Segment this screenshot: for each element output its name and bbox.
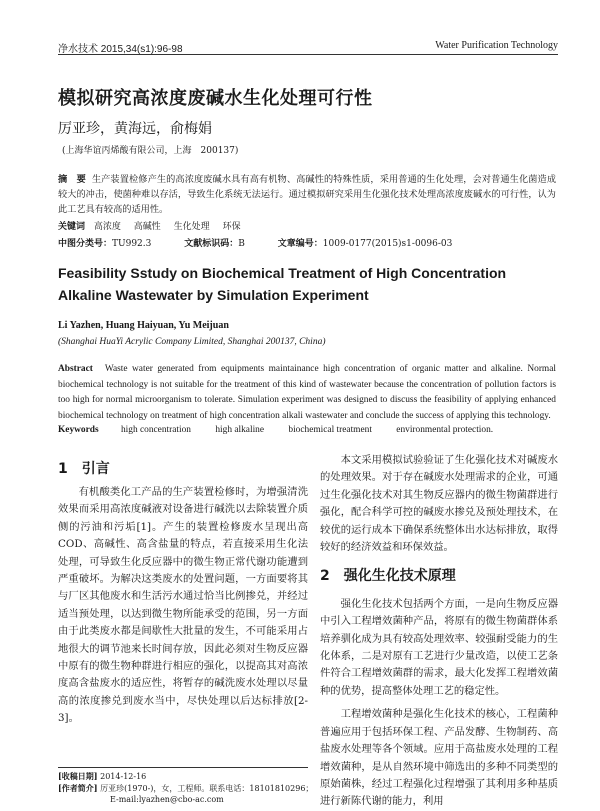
footnote-email: E-mail:lyazhen@cbo-ac.com (110, 795, 224, 804)
journal-name: Water Purification Technology (435, 40, 558, 51)
keywords-zh (58, 219, 241, 232)
abstract-zh (58, 172, 556, 217)
keywords-en (58, 425, 515, 435)
abstract-en (58, 362, 556, 424)
abstract-en-label: Abstract (58, 364, 93, 374)
section-1-heading (58, 458, 110, 478)
journal-citation: 净水技术 2015,34(s1):96-98 (58, 44, 183, 55)
section-1-title: 引言 (81, 461, 110, 477)
paragraph: 强化生化技术包括两个方面，一是向生物反应器中引入工程增效菌种产品，将原有的微生物菌群体系培养驯化成为具有较高处理效率、较强耐受能力的生化体系，二是对原有工艺进行少量改造，以使工艺条件符合工程增效菌群的需求，最大化发挥工程增效菌种的优势，提高整体处理工艺的稳定性。 (320, 597, 558, 697)
paper-title-zh: 模拟研究高浓度废碱水生化处理可行性 (58, 88, 373, 109)
keyword-en: environmental protection. (396, 425, 494, 435)
keyword-en: biochemical treatment (288, 425, 372, 435)
keyword-zh: 高浓度 (93, 222, 121, 232)
abstract-zh-label: 摘 要 (58, 174, 86, 185)
document-code: 文献标识码：B (184, 239, 245, 249)
footnote-divider (58, 767, 308, 768)
section-2-title: 强化生化技术原理 (343, 568, 456, 585)
affiliation-en: (Shanghai HuaYi Acrylic Company Limited, Shanghai 200137, China) (58, 337, 326, 347)
article-number: 文章编号：1009-0177(2015)s1-0096-03 (277, 239, 453, 249)
paragraph: 有机酸类化工产品的生产装置检修时，为增强清洗效果而采用高浓度碱液对设备进行碱洗以去除装置介质侧的污油和污垢[1]。产生的装置检修废水呈现出高COD、高碱性、高含盐量的特点，若直接采用生化法处理，可导致生化反应器中的微生物正常代谢功能遭到严重破坏。为解决这类废水的处置问题，一方面要将其与厂区其他废水和生活污水通过恰当比例掺兑，并经过适当预处理，以达到微生物所能承受的范围，另一方面由于此类废水都是间歇性大批量的发生，不可能采用占地很大的调节池来长时间存放，因此必须对生物反应器中原有的微生物种群进行相应的强化，以提高其对高浓度高含盐废水的适应性，将暂存的碱洗废水处理以尽量高的浓度掺兑到废水当中，尽快处理以后达标排放[2-3]。 (58, 486, 308, 725)
clc-number: 中图分类号：TU992.3 (58, 239, 152, 249)
keyword-zh: 生化处理 (173, 222, 210, 232)
footnote-author: [作者简介] 厉亚珍(1970-)，女，工程师。联系电话：18101810296； (58, 783, 314, 793)
paper-title-en: Feasibility Sstudy on Biochemical Treatment of High Concentration Alkaline Wastewater by Simulation Experiment (58, 265, 507, 303)
keyword-zh: 高碱性 (133, 222, 161, 232)
footnote-received: [收稿日期] 2014-12-16 (58, 771, 147, 781)
section-1-body (58, 484, 308, 728)
section-2-number: 2 (320, 568, 330, 585)
paragraph: 本文采用模拟试验验证了生化强化技术对碱废水的处理效果。对于存在碱废水处理需求的企业，可通过生化强化技术对其生物反应器内的微生物菌群进行强化，配合科学可控的碱废水掺兑及预处理技术，在较优的运行成本下确保系统整体出水达标排放，取得较好的经济效益和环保效益。 (320, 454, 558, 554)
classification-line (58, 236, 482, 249)
authors-en: Li Yazhen, Huang Haiyuan, Yu Meijuan (58, 320, 229, 331)
keywords-en-label: Keywords (58, 425, 99, 435)
keywords-zh-label: 关键词 (58, 222, 86, 232)
abstract-zh-text: 生产装置检修产生的高浓度废碱水具有高有机物、高碱性的特殊性质，采用普通的生化处理，会对普通生化菌造成较大的冲击，使菌种难以存活，导致生化系统无法运行。通过模拟研究采用生化强化技术处理高浓度废碱水的可行性，认为此工艺具有较高的适用性。 (58, 174, 557, 215)
header-divider (58, 54, 558, 55)
abstract-en-text: Waste water generated from equipments maintainance high concentration of organic matter and alkaline. Normal biochemical technology is not suitable for the treatment of this kind of wastewater because the concentration of pollution factors is too high for normal microorganism to tolerate. Simulation experiment was designed to discuss the feasibility of applying enhanced biochemical technology on treatment of high concentration alkali wastewater and conclude the success of applying this technology. (58, 364, 556, 421)
section-1-number: 1 (58, 461, 68, 477)
keyword-en: high concentration (120, 425, 191, 435)
keyword-zh: 环保 (222, 222, 241, 232)
authors-zh: 厉亚珍，黄海远，俞梅娟 (58, 121, 212, 137)
paragraph: 工程增效菌种是强化生化技术的核心，工程菌种普遍应用于包括环保工程、产品发酵、生物制药、高盐废水处理等各个领域。应用于高盐废水处理的工程增效菌种，是从自然环境中筛选出的多种不同类型的原始菌株，经过工程强化过程增强了其利用多种基质进行新陈代谢的能力，利用 (320, 708, 558, 808)
section-2-heading (320, 568, 558, 585)
affiliation-zh: (上海华谊丙烯酸有限公司，上海 200137) (62, 146, 239, 156)
keyword-en: high alkaline (215, 425, 265, 435)
right-column (320, 452, 558, 811)
